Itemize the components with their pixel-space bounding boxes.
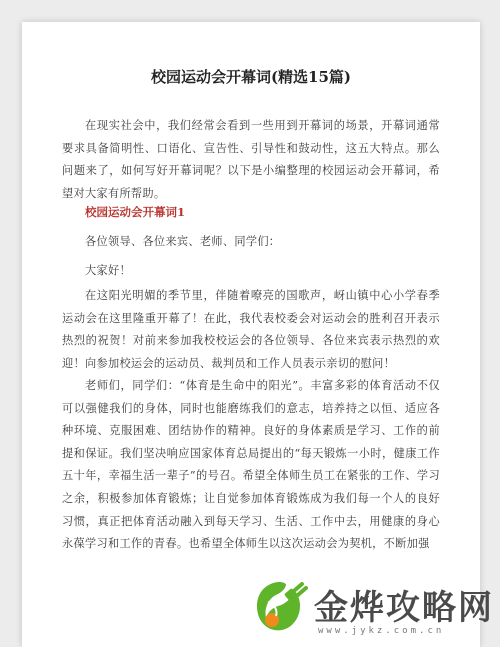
body-paragraph-2: 老师们，同学们：“体育是生命中的阳光”。丰富多彩的体育活动不仅可以强健我们的身体，同时也能磨练我们的意志，培养持之以恒、适应各种环境、克服困难、团结协作的精神。良好的身体素质是学习、工作的前提和保证。我们坚决响应国家体育总局提出的“每天锻炼一小时，健康工作五十年，幸福生活一辈子”的号召。希望全体师生员工在紧张的工作、学习之余，积极参加体育锻炼；让自觉参加体育锻炼成为我们每一个人的良好习惯，真正把体育活动融入到每天学习、生活、工作中去，用健康的身心永葆学习和工作的青春。也希望全体师生以这次运动会为契机，不断加强: [62, 379, 440, 551]
body-paragraph-1: 在这阳光明媚的季节里，伴随着嘹亮的国歌声，岈山镇中心小学春季运动会在这里隆重开幕了！在此，我代表校委会对运动会的胜利召开表示热烈的祝贺！对前来参加我校校运会的各位领导、各位来宾表示热烈的欢迎！向参加校运会的运动员、裁判员和工作人员表示亲切的慰问！: [62, 289, 440, 370]
section-title: 校园运动会开幕词1: [85, 205, 186, 219]
intro-paragraph: 在现实社会中，我们经常会看到一些用到开幕词的场景，开幕词通常要求具备简明性、口语化、宣告性、引导性和鼓动性，这五大特点。那么问题来了，如何写好开幕词呢？以下是小编整理的校园运动会开幕词，希望对大家有所帮助。: [62, 119, 440, 200]
watermark-url: www.jykz.com.cn: [318, 626, 445, 636]
document-page: [22, 22, 480, 647]
document-title: 校园运动会开幕词(精选15篇): [150, 68, 352, 86]
watermark: [248, 572, 500, 642]
greeting: 大家好！: [85, 264, 131, 277]
leaf-plug-icon: [248, 576, 308, 636]
watermark-brand: 金烨攻略网: [314, 588, 494, 628]
salutation: 各位领导、各位来宾、老师、同学们：: [85, 235, 281, 248]
